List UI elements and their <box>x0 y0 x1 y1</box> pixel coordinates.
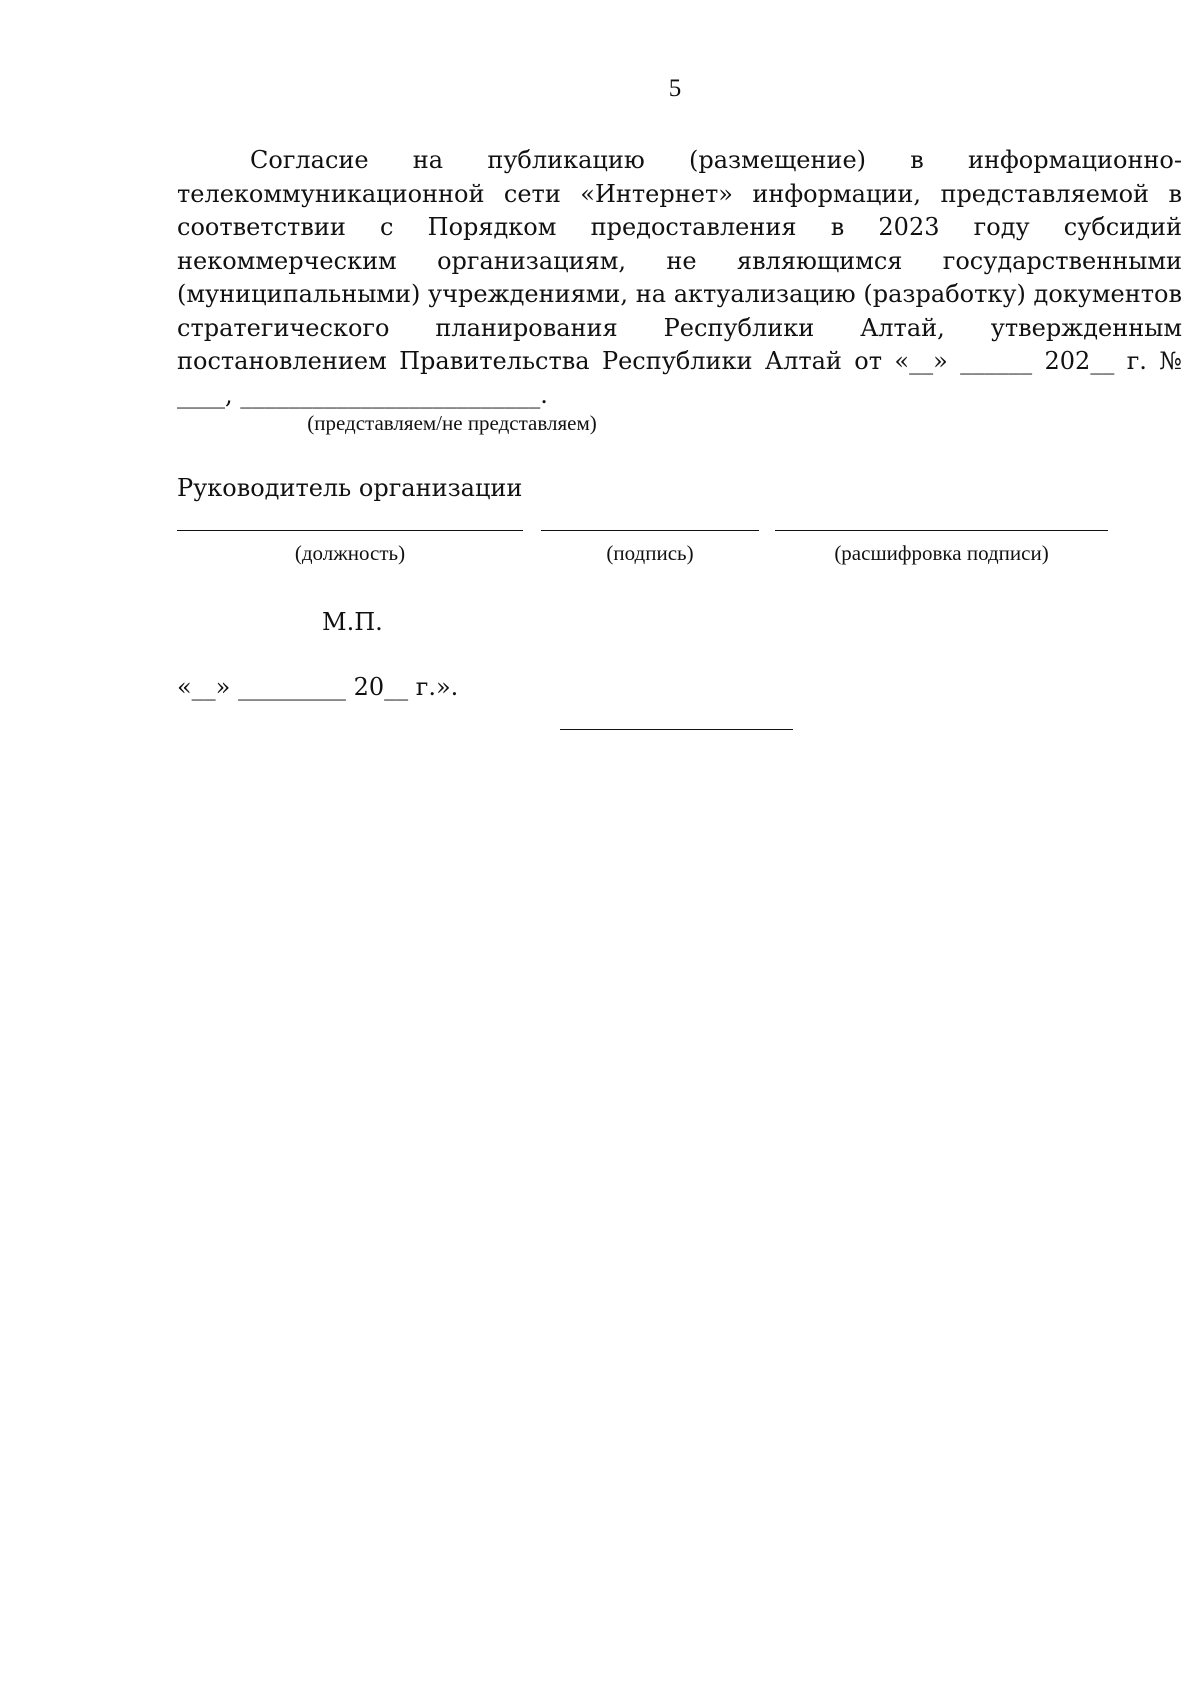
name-line <box>775 530 1108 531</box>
position-line <box>177 530 523 531</box>
consent-line-8: ____, _________________________. <box>177 380 548 409</box>
closing-line <box>560 729 793 730</box>
signature-caption: (подпись) <box>606 541 694 565</box>
consent-line-4: некоммерческим организациям, не являющимся государственными <box>177 246 1182 275</box>
seal-placeholder: М.П. <box>322 608 383 636</box>
consent-line-3: соответствии с Порядком предоставления в 2023 году субсидий <box>177 213 1182 241</box>
signatory-heading: Руководитель организации <box>177 474 523 502</box>
name-caption: (расшифровка подписи) <box>834 541 1049 565</box>
consent-line-5: (муниципальными) учреждениями, на актуализацию (разработку) документов <box>177 280 1182 308</box>
consent-line-1: Согласие на публикацию (размещение) в информационно- <box>250 146 1182 174</box>
position-caption: (должность) <box>294 541 406 565</box>
consent-line-2: телекоммуникационной сети «Интернет» информации, представляемой в <box>177 179 1182 208</box>
page-number: 5 <box>668 75 682 102</box>
consent-paragraph <box>177 144 1182 412</box>
consent-option-caption: (представляем/не представляем) <box>307 411 597 435</box>
consent-line-7: постановлением Правительства Республики Алтай от «__» ______ 202__ г. № <box>177 347 1182 375</box>
signing-date: «__» _________ 20__ г.». <box>177 673 459 701</box>
consent-line-6: стратегического планирования Республики Алтай, утвержденным <box>177 313 1182 342</box>
signature-line <box>541 530 759 531</box>
